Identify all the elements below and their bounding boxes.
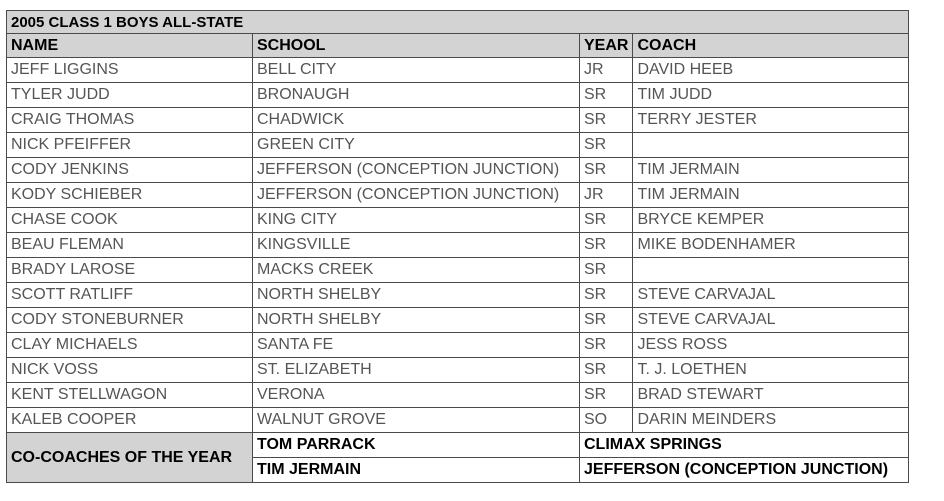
table-row <box>7 108 909 133</box>
cell-year: SR <box>580 133 633 158</box>
cell-name: SCOTT RATLIFF <box>7 283 253 308</box>
cell-name: TYLER JUDD <box>7 83 253 108</box>
cell-name: CHASE COOK <box>7 208 253 233</box>
cell-school: VERONA <box>253 383 580 408</box>
table-row <box>7 258 909 283</box>
cell-name: JEFF LIGGINS <box>7 58 253 83</box>
header-year: YEAR <box>580 34 633 58</box>
cell-name: KENT STELLWAGON <box>7 383 253 408</box>
cell-school: BELL CITY <box>253 58 580 83</box>
cell-year: JR <box>580 58 633 83</box>
table-row <box>7 183 909 208</box>
cell-coach <box>633 258 909 283</box>
cell-year: SR <box>580 258 633 283</box>
cell-school: ST. ELIZABETH <box>253 358 580 383</box>
table-title: 2005 CLASS 1 BOYS ALL-STATE <box>7 11 909 34</box>
cell-coach: T. J. LOETHEN <box>633 358 909 383</box>
cell-school: SANTA FE <box>253 333 580 358</box>
cell-name: NICK PFEIFFER <box>7 133 253 158</box>
cell-coach: BRAD STEWART <box>633 383 909 408</box>
cell-school: KINGSVILLE <box>253 233 580 258</box>
table-row <box>7 83 909 108</box>
table-row <box>7 208 909 233</box>
coach-of-year-name: TOM PARRACK <box>253 433 580 458</box>
cell-year: SR <box>580 208 633 233</box>
cell-year: SO <box>580 408 633 433</box>
cell-year: SR <box>580 308 633 333</box>
cell-year: SR <box>580 83 633 108</box>
cell-name: KODY SCHIEBER <box>7 183 253 208</box>
table-row <box>7 283 909 308</box>
cell-school: JEFFERSON (CONCEPTION JUNCTION) <box>253 183 580 208</box>
header-name: NAME <box>7 34 253 58</box>
coach-of-year-name: TIM JERMAIN <box>253 458 580 483</box>
cell-year: SR <box>580 333 633 358</box>
cell-school: WALNUT GROVE <box>253 408 580 433</box>
cell-coach: TIM JERMAIN <box>633 158 909 183</box>
cell-coach: DAVID HEEB <box>633 58 909 83</box>
cell-name: KALEB COOPER <box>7 408 253 433</box>
all-state-table-container <box>6 10 909 483</box>
cell-coach: TIM JERMAIN <box>633 183 909 208</box>
cell-school: KING CITY <box>253 208 580 233</box>
table-row <box>7 358 909 383</box>
table-row <box>7 58 909 83</box>
cell-school: CHADWICK <box>253 108 580 133</box>
cell-year: SR <box>580 283 633 308</box>
cell-name: CRAIG THOMAS <box>7 108 253 133</box>
cell-year: SR <box>580 158 633 183</box>
cell-name: CODY JENKINS <box>7 158 253 183</box>
table-row <box>7 158 909 183</box>
table-row <box>7 133 909 158</box>
header-school: SCHOOL <box>253 34 580 58</box>
cell-year: JR <box>580 183 633 208</box>
cell-school: NORTH SHELBY <box>253 283 580 308</box>
cell-name: NICK VOSS <box>7 358 253 383</box>
cell-school: GREEN CITY <box>253 133 580 158</box>
header-coach: COACH <box>633 34 909 58</box>
table-row <box>7 408 909 433</box>
cell-name: CLAY MICHAELS <box>7 333 253 358</box>
cell-coach <box>633 133 909 158</box>
cell-school: BRONAUGH <box>253 83 580 108</box>
cell-year: SR <box>580 383 633 408</box>
cell-coach: TIM JUDD <box>633 83 909 108</box>
coaches-of-year-label: CO-COACHES OF THE YEAR <box>7 433 253 483</box>
cell-year: SR <box>580 108 633 133</box>
cell-school: MACKS CREEK <box>253 258 580 283</box>
table-header-row <box>7 34 909 58</box>
coach-of-year-school: JEFFERSON (CONCEPTION JUNCTION) <box>580 458 909 483</box>
cell-name: BEAU FLEMAN <box>7 233 253 258</box>
cell-coach: STEVE CARVAJAL <box>633 283 909 308</box>
table-row <box>7 308 909 333</box>
table-row <box>7 333 909 358</box>
cell-coach: JESS ROSS <box>633 333 909 358</box>
cell-name: BRADY LAROSE <box>7 258 253 283</box>
all-state-table <box>6 10 909 483</box>
cell-coach: TERRY JESTER <box>633 108 909 133</box>
cell-coach: MIKE BODENHAMER <box>633 233 909 258</box>
cell-school: JEFFERSON (CONCEPTION JUNCTION) <box>253 158 580 183</box>
cell-school: NORTH SHELBY <box>253 308 580 333</box>
cell-year: SR <box>580 358 633 383</box>
table-row <box>7 383 909 408</box>
cell-coach: DARIN MEINDERS <box>633 408 909 433</box>
cell-year: SR <box>580 233 633 258</box>
coach-of-year-row <box>7 433 909 458</box>
cell-coach: BRYCE KEMPER <box>633 208 909 233</box>
coach-of-year-school: CLIMAX SPRINGS <box>580 433 909 458</box>
table-row <box>7 233 909 258</box>
cell-name: CODY STONEBURNER <box>7 308 253 333</box>
table-title-row <box>7 11 909 34</box>
cell-coach: STEVE CARVAJAL <box>633 308 909 333</box>
